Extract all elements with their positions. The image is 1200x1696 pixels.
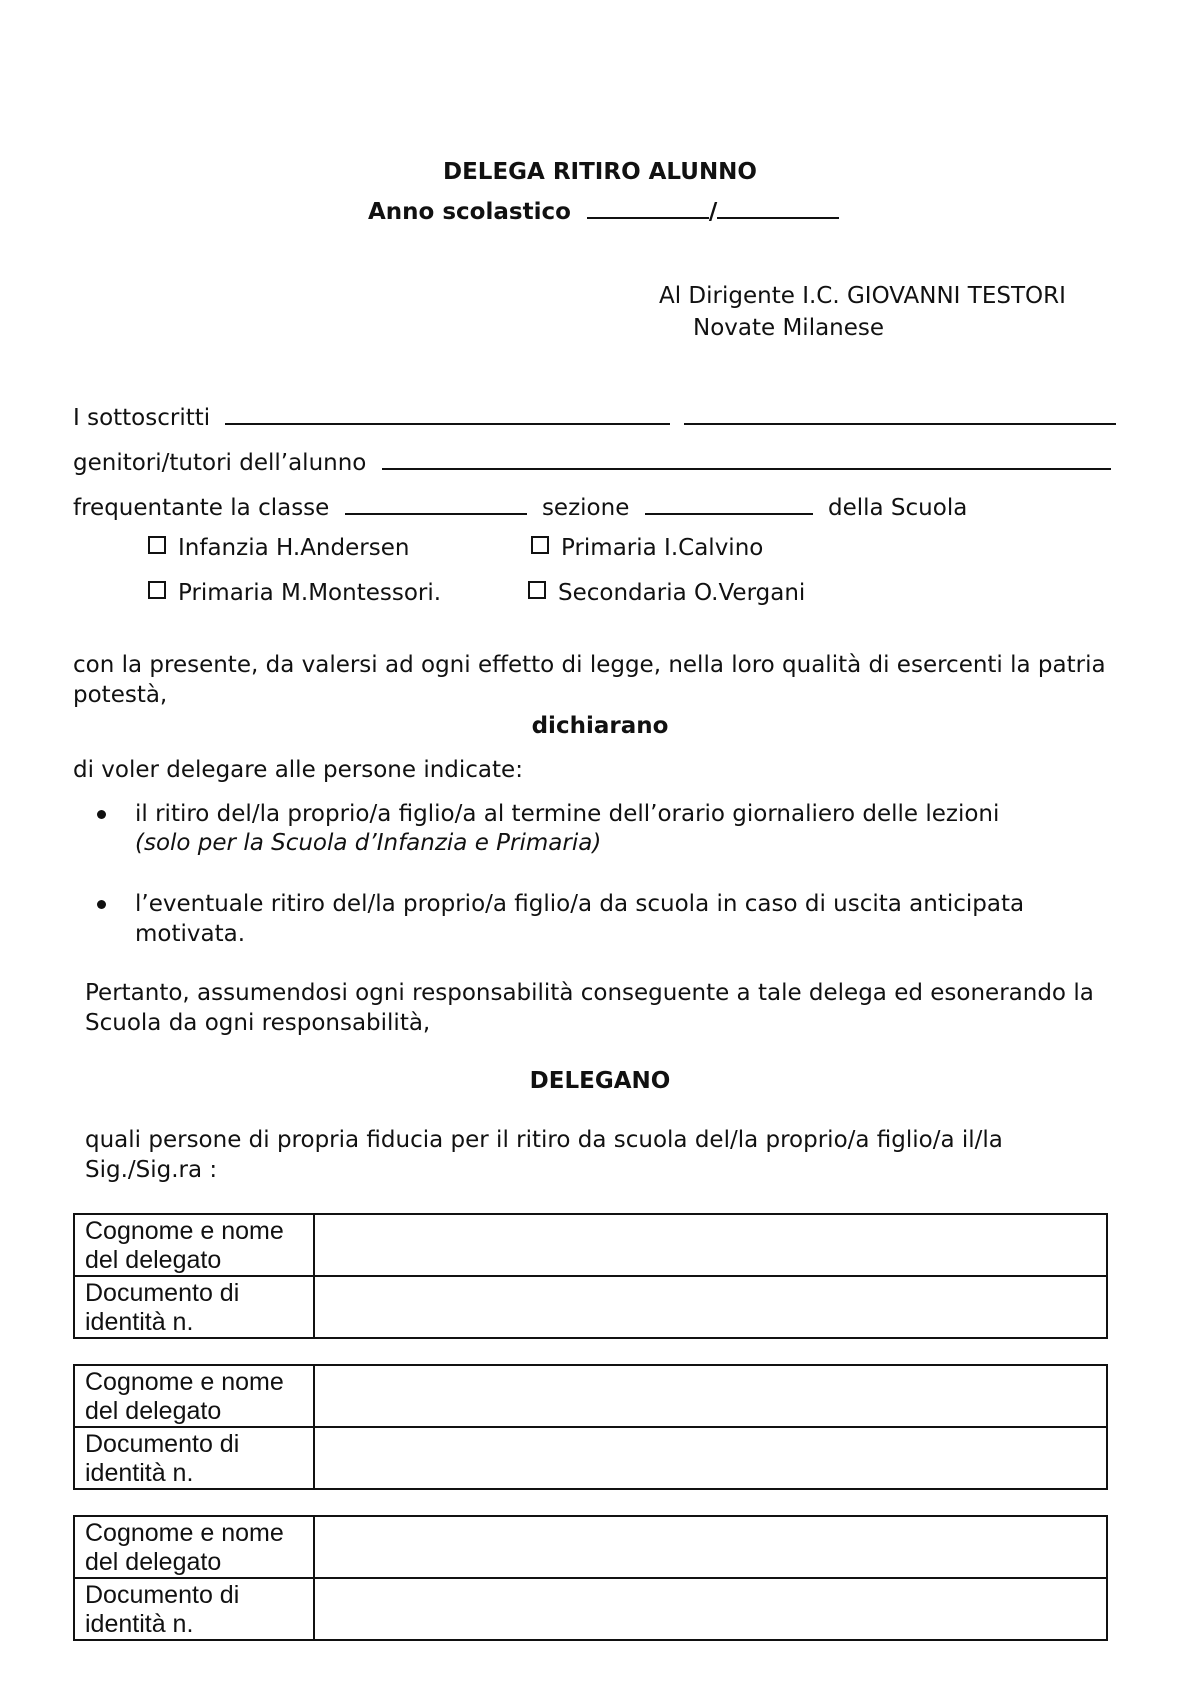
delegate-document-label: Documento di identità n. [74,1276,314,1338]
delegate-table-2 [73,1364,1108,1490]
delegate-document-label: Documento di identità n. [74,1578,314,1640]
class-label: frequentante la classe [73,495,330,521]
school-option-vergani[interactable] [528,578,805,608]
school-option-andersen[interactable] [148,533,409,563]
checkbox-icon[interactable] [148,581,166,599]
delegate-document-field[interactable] [314,1578,1107,1640]
signers-label: I sottoscritti [73,405,211,431]
declare-heading: dichiarano [531,713,669,739]
checkbox-icon[interactable] [528,581,546,599]
bullet-2-text: l’eventuale ritiro del/la proprio/a figlio/a da scuola in caso di uscita anticipata motivata. [135,891,1025,947]
page-title: DELEGA RITIRO ALUNNO [442,159,757,185]
school-year-row [368,193,839,227]
bullet-icon [97,810,106,819]
table-row [74,1516,1107,1578]
delegate-name-field[interactable] [314,1516,1107,1578]
delegate-name-field[interactable] [314,1214,1107,1276]
table-row [74,1276,1107,1338]
table-row [74,1578,1107,1640]
checkbox-icon[interactable] [531,536,549,554]
signer-1-field[interactable] [225,399,670,425]
delegate-name-label: Cognome e nome del delegato [74,1516,314,1578]
student-name-field[interactable] [382,444,1111,470]
year-start-field[interactable] [587,193,709,219]
school-year-label: Anno scolastico [368,199,571,225]
school-label: della Scuola [827,495,968,521]
therefore-paragraph: Pertanto, assumendosi ogni responsabilità conseguente a tale delega ed esonerando la Scuola da ogni responsabilità, [85,980,1094,1036]
recipient-line-1: Al Dirigente I.C. GIOVANNI TESTORI [659,283,1066,309]
table-row [74,1427,1107,1489]
delegate-table-3 [73,1515,1108,1641]
table-row [74,1365,1107,1427]
delegate-document-label: Documento di identità n. [74,1427,314,1489]
school-option-calvino[interactable] [531,533,763,563]
delegate-table-1 [73,1213,1108,1339]
bullet-1-text: il ritiro del/la proprio/a figlio/a al termine dell’orario giornaliero delle lezioni [135,801,1000,827]
intro-paragraph: con la presente, da valersi ad ogni effetto di legge, nella loro qualità di esercenti la patria potestà, [73,652,1106,708]
year-end-field[interactable] [717,193,839,219]
class-field[interactable] [345,489,527,515]
student-row [73,444,1111,478]
parents-label: genitori/tutori dell’alunno [73,450,367,476]
delegate-name-label: Cognome e nome del delegato [74,1214,314,1276]
school-option-label: Secondaria O.Vergani [558,580,806,606]
recipient-line-2: Novate Milanese [693,315,885,341]
delegate-document-field[interactable] [314,1276,1107,1338]
delegate-document-field[interactable] [314,1427,1107,1489]
checkbox-icon[interactable] [148,536,166,554]
school-option-label: Infanzia H.Andersen [178,535,410,561]
school-option-label: Primaria I.Calvino [561,535,764,561]
delegate-name-field[interactable] [314,1365,1107,1427]
school-option-montessori[interactable] [148,578,441,608]
school-option-label: Primaria M.Montessori. [178,580,442,606]
trusted-paragraph: quali persone di propria fiducia per il ritiro da scuola del/la proprio/a figlio/a il/la Sig./Sig.ra : [85,1127,1003,1183]
signers-row [73,399,1116,433]
bullet-icon [97,900,106,909]
delegate-name-label: Cognome e nome del delegato [74,1365,314,1427]
table-row [74,1214,1107,1276]
year-separator: / [708,199,718,225]
bullet-1-note: (solo per la Scuola d’Infanzia e Primaria) [135,830,602,856]
delegate-heading: DELEGANO [529,1068,671,1094]
section-label: sezione [541,495,630,521]
signer-2-field[interactable] [684,399,1116,425]
class-row [73,489,967,523]
section-field[interactable] [645,489,813,515]
delegate-intro: di voler delegare alle persone indicate: [73,757,523,783]
